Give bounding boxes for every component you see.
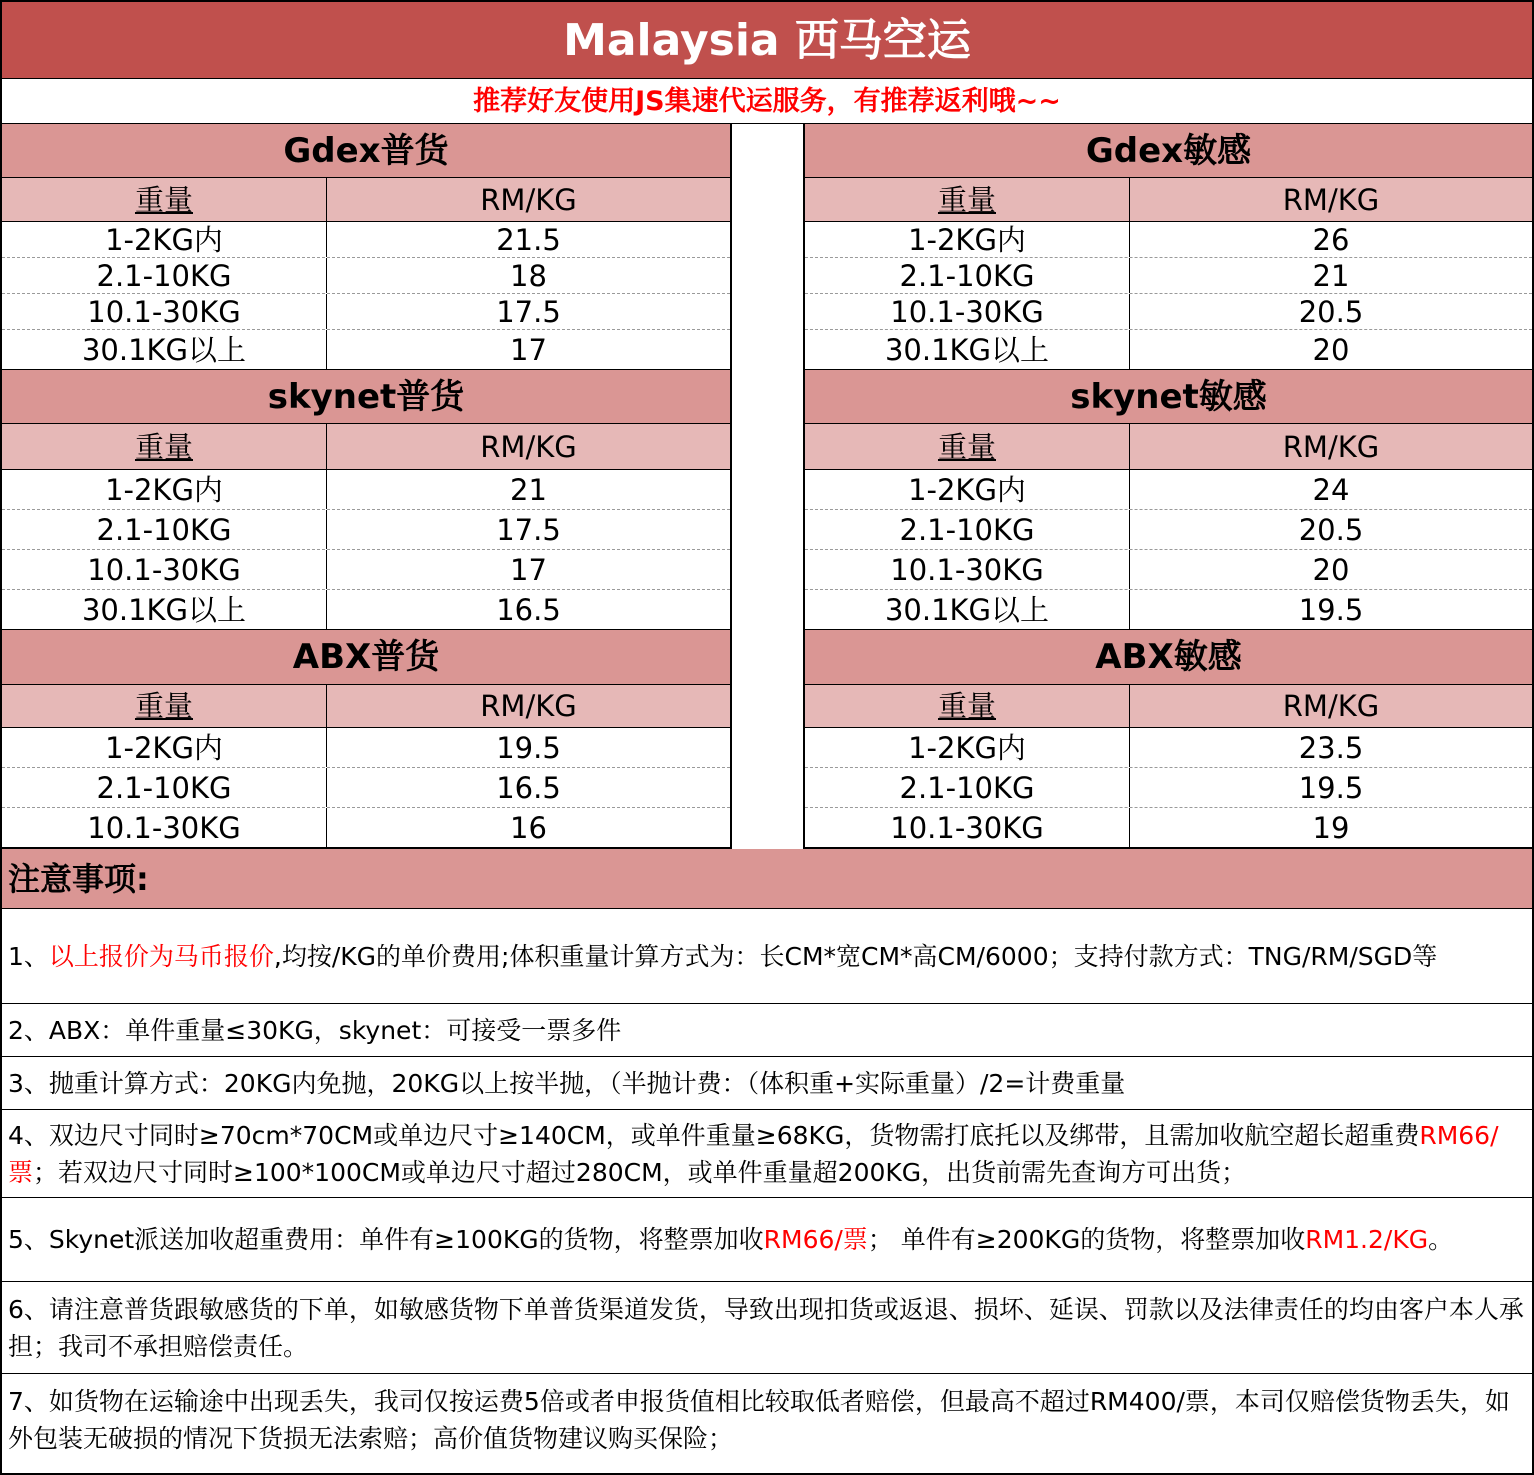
- weight-cell: 30.1KG以上: [805, 590, 1130, 629]
- price-cell: 20.5: [1298, 295, 1364, 329]
- note-5-text: [8, 1221, 1453, 1258]
- note-text: 1、: [8, 941, 49, 971]
- table-row: [2, 330, 730, 370]
- table-row: [805, 222, 1532, 258]
- table-row: [2, 808, 730, 848]
- weight-cell: 10.1-30KG: [2, 808, 327, 848]
- note-text: ；若双边尺寸同时≥100*100CM或单边尺寸超过280CM，或单件重量超200KG，出货前需先查询方可出货；: [33, 1157, 1247, 1187]
- weight-cell: 2.1-10KG: [2, 768, 327, 807]
- column-gap: [732, 124, 803, 849]
- abx-general-title: ABX普货: [2, 630, 730, 685]
- table-row: [805, 294, 1532, 330]
- table-row: [805, 768, 1532, 808]
- note-text: ； 单件有≥200KG的货物，将整票加收: [867, 1225, 1306, 1254]
- price-header: RM/KG: [1282, 430, 1380, 464]
- page-title: Malaysia 西马空运: [2, 2, 1532, 79]
- price-header: RM/KG: [1282, 183, 1380, 217]
- weight-cell: 1-2KG内: [2, 470, 327, 509]
- price-cell: 17.5: [496, 295, 561, 329]
- table-row: [805, 728, 1532, 768]
- weight-cell: 1-2KG内: [805, 222, 1130, 257]
- note-1-text: [8, 938, 1437, 975]
- weight-cell: 2.1-10KG: [805, 510, 1130, 549]
- table-row: [805, 590, 1532, 630]
- table-row: [2, 222, 730, 258]
- weight-cell: 1-2KG内: [805, 470, 1130, 509]
- price-cell: 19.5: [1298, 771, 1364, 805]
- sensitive-goods-column: [803, 124, 1532, 848]
- table-row: [805, 258, 1532, 294]
- note-6: [2, 1282, 1532, 1374]
- table-header: [805, 685, 1532, 728]
- table-row: [2, 728, 730, 768]
- table-row: [2, 590, 730, 630]
- skynet-general-title: skynet普货: [2, 370, 730, 424]
- table-header: [2, 685, 730, 728]
- table-row: [805, 470, 1532, 510]
- weight-header: 重量: [805, 178, 1130, 221]
- price-cell: 16.5: [496, 593, 561, 627]
- weight-cell: 1-2KG内: [805, 728, 1130, 767]
- note-text: ,均按/KG的单价费用;体积重量计算方式为：长CM*宽CM*高CM/6000；支持付款方式：TNG/RM/SGD等: [273, 941, 1438, 971]
- table-row: [2, 550, 730, 590]
- table-row: [805, 510, 1532, 550]
- table-row: [2, 470, 730, 510]
- price-cell: 16: [510, 811, 547, 845]
- weight-header: 重量: [2, 685, 327, 727]
- table-row: [2, 768, 730, 808]
- note-1: [2, 909, 1532, 1004]
- price-cell: 23.5: [1298, 731, 1364, 765]
- note-highlight: RM1.2/KG: [1305, 1225, 1429, 1254]
- price-header: RM/KG: [480, 430, 577, 464]
- weight-cell: 10.1-30KG: [805, 550, 1130, 589]
- skynet-sensitive-title: skynet敏感: [805, 370, 1532, 424]
- table-header: [2, 178, 730, 222]
- weight-cell: 2.1-10KG: [2, 258, 327, 293]
- price-cell: 26: [1312, 223, 1350, 257]
- price-cell: 21: [1312, 259, 1350, 293]
- table-row: [805, 330, 1532, 370]
- price-cell: 17.5: [496, 513, 561, 547]
- price-header: RM/KG: [1282, 689, 1380, 723]
- weight-cell: 30.1KG以上: [2, 590, 327, 629]
- price-cell: 18: [510, 259, 547, 293]
- abx-sensitive-title: ABX敏感: [805, 630, 1532, 685]
- weight-cell: 30.1KG以上: [2, 330, 327, 369]
- weight-header: 重量: [2, 178, 327, 221]
- table-row: [2, 294, 730, 330]
- price-cell: 16.5: [496, 771, 561, 805]
- price-cell: 20.5: [1298, 513, 1364, 547]
- general-goods-column: [2, 124, 732, 848]
- note-3-text: 3、抛重计算方式：20KG内免抛，20KG以上按半抛，（半抛计费：（体积重+实际重量）/2=计费重量: [8, 1068, 1126, 1098]
- weight-cell: 2.1-10KG: [805, 768, 1130, 807]
- price-header: RM/KG: [480, 183, 577, 217]
- notes-title: 注意事项:: [2, 849, 1532, 909]
- promo-banner: 推荐好友使用JS集速代运服务，有推荐返利哦~~: [2, 79, 1532, 124]
- weight-cell: 2.1-10KG: [2, 510, 327, 549]
- gdex-sensitive-title: Gdex敏感: [805, 124, 1532, 178]
- weight-cell: 10.1-30KG: [2, 294, 327, 329]
- note-2-text: 2、ABX：单件重量≤30KG，skynet：可接受一票多件: [8, 1015, 622, 1045]
- price-cell: 20: [1312, 553, 1350, 587]
- rate-grid: [2, 124, 1532, 849]
- weight-cell: 1-2KG内: [2, 728, 327, 767]
- table-header: [805, 178, 1532, 222]
- price-cell: 20: [1312, 333, 1350, 367]
- table-header: [805, 424, 1532, 470]
- note-4-text: [8, 1117, 1526, 1191]
- note-text: 4、双边尺寸同时≥70cm*70CM或单边尺寸≥140CM，或单件重量≥68KG，货物需打底托以及绑带，且需加收航空超长超重费: [8, 1120, 1420, 1150]
- note-7: [2, 1374, 1532, 1466]
- weight-header: 重量: [805, 424, 1130, 469]
- weight-cell: 2.1-10KG: [805, 258, 1130, 293]
- note-highlight: 以上报价为马币报价: [48, 941, 274, 971]
- price-header: RM/KG: [480, 689, 577, 723]
- note-highlight: RM66/票: [763, 1225, 868, 1254]
- price-cell: 21: [510, 473, 547, 507]
- note-2: [2, 1004, 1532, 1057]
- weight-header: 重量: [805, 685, 1130, 727]
- note-text: 。: [1428, 1225, 1454, 1254]
- note-3: [2, 1057, 1532, 1110]
- table-header: [2, 424, 730, 470]
- note-7-text: 7、如货物在运输途中出现丢失，我司仅按运费5倍或者申报货值相比较取低者赔偿，但最高不超过RM400/票，本司仅赔偿货物丢失，如外包装无破损的情况下货损无法索赔；高价值货物建议购买保险；: [8, 1387, 1510, 1453]
- price-cell: 17: [510, 333, 547, 367]
- weight-cell: 10.1-30KG: [805, 294, 1130, 329]
- note-5: [2, 1198, 1532, 1282]
- price-cell: 19.5: [496, 731, 561, 765]
- price-cell: 24: [1312, 473, 1350, 507]
- note-highlight: RM66/票: [8, 1120, 1499, 1187]
- price-cell: 19.5: [1298, 593, 1364, 627]
- price-cell: 17: [510, 553, 547, 587]
- price-cell: 19: [1312, 811, 1350, 845]
- price-cell: 21.5: [496, 223, 561, 257]
- weight-cell: 10.1-30KG: [805, 808, 1130, 848]
- weight-header: 重量: [2, 424, 327, 469]
- table-row: [2, 258, 730, 294]
- note-6-text: 6、请注意普货跟敏感货的下单，如敏感货物下单普货渠道发货，导致出现扣货或返退、损坏、延误、罚款以及法律责任的均由客户本人承担；我司不承担赔偿责任。: [8, 1294, 1524, 1361]
- weight-cell: 10.1-30KG: [2, 550, 327, 589]
- note-text: 5、Skynet派送加收超重费用：单件有≥100KG的货物，将整票加收: [8, 1225, 764, 1254]
- gdex-general-title: Gdex普货: [2, 124, 730, 178]
- table-row: [2, 510, 730, 550]
- note-4: [2, 1110, 1532, 1198]
- table-row: [805, 550, 1532, 590]
- weight-cell: 30.1KG以上: [805, 330, 1130, 369]
- table-row: [805, 808, 1532, 848]
- weight-cell: 1-2KG内: [2, 222, 327, 257]
